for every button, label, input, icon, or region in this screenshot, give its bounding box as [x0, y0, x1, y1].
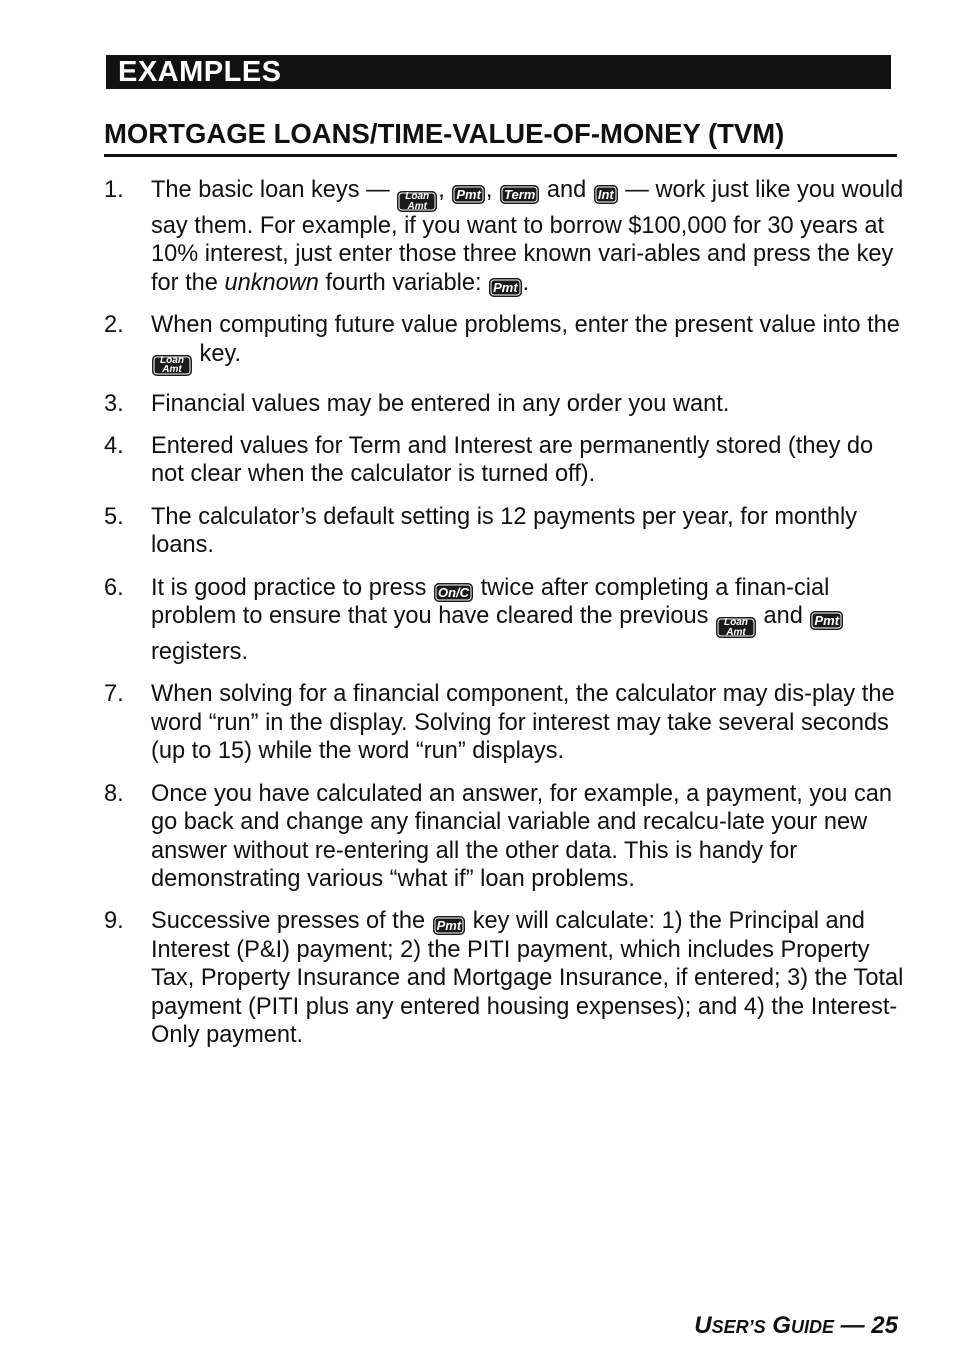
item-number: 9.: [104, 908, 124, 935]
item-text: When solving for a financial component, the calculator may dis-play the word “run” in the display. Solving for interest may take several seconds (up to 15) while the word “run” displays.: [151, 681, 895, 765]
loan-amt-key-icon: Loan Amt: [152, 355, 192, 376]
pmt-key-icon: Pmt: [433, 916, 466, 935]
int-key-icon: Int: [594, 185, 618, 204]
list-item: 6. It is good practice to press On/C twice after completing a finan-cial problem to ensure that you have cleared the previous Loan Amt and Pmt registers.: [104, 574, 904, 667]
item-number: 7.: [104, 681, 124, 708]
page-footer: USER’S GUIDE — 25: [694, 1312, 898, 1339]
list-item: 1. The basic loan keys — Loan Amt , Pmt , Term and Int — work just like you would say them. For example, if you want to borrow $100,000 for 30 years at 10% interest, just enter those three known vari-ables and press the key for the unknown fourth variable: Pmt .: [104, 177, 904, 296]
list-item: [104, 432, 904, 489]
item-number: 6.: [104, 574, 124, 601]
item-text: Successive presses of the: [151, 908, 432, 935]
item-text: Entered values for Term and Interest are permanently stored (they do not clear when the calculator is turned off).: [151, 433, 874, 488]
item-text: Financial values may be entered in any order you want.: [151, 390, 730, 417]
item-number: 1.: [104, 177, 124, 203]
list-item: 9. Successive presses of the Pmt key will calculate: 1) the Principal and Interest (P&I) payment; 2) the PITI payment, which includes Property Tax, Property Insurance and Mortgage Insurance, if entered; 3) the Total payment (PITI plus any entered housing expenses); and 4) the Interest-Only payment.: [104, 908, 904, 1048]
item-number: 4.: [104, 433, 124, 460]
emphasis-unknown: unknown: [224, 269, 319, 296]
item-text: When computing future value problems, enter the present value into the: [151, 312, 900, 339]
term-key-icon: Term: [500, 185, 539, 204]
page-heading: MORTGAGE LOANS/TIME-VALUE-OF-MONEY (TVM): [104, 116, 897, 157]
loan-amt-key-icon: Loan Amt: [397, 191, 437, 212]
list-item: [104, 780, 904, 894]
list-item: [104, 390, 904, 418]
on-c-key-icon: On/C: [434, 583, 473, 602]
item-text: It is good practice to press: [151, 574, 433, 601]
item-number: 2.: [104, 312, 124, 339]
examples-list: [104, 176, 904, 1063]
loan-amt-key-icon: Loan Amt: [716, 617, 756, 638]
item-text: Once you have calculated an answer, for example, a payment, you can go back and change any financial variable and recalcu-late your new answer without re-entering all the other data. This is handy for demonstrating various “what if” loan problems.: [151, 780, 893, 892]
item-number: 8.: [104, 780, 124, 807]
item-text: The basic loan keys —: [151, 177, 397, 203]
list-item: 2. When computing future value problems, enter the present value into the Loan Amt key.: [104, 312, 900, 376]
pmt-key-icon: Pmt: [489, 278, 522, 297]
pmt-key-icon: Pmt: [810, 611, 843, 630]
item-text: The calculator’s default setting is 12 payments per year, for monthly loans.: [151, 503, 857, 559]
item-number: 3.: [104, 390, 124, 417]
pmt-key-icon: Pmt: [452, 185, 485, 204]
list-item: [104, 680, 904, 765]
item-number: 5.: [104, 503, 124, 530]
section-banner: EXAMPLES: [106, 55, 891, 89]
list-item: [104, 503, 904, 560]
